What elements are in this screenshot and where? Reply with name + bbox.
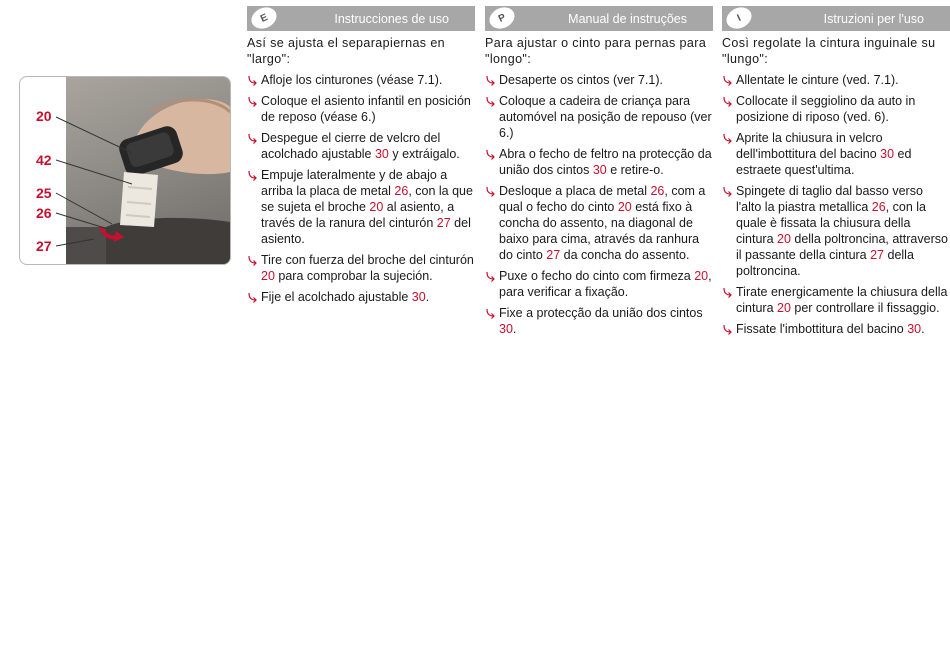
part-reference-number: 26 xyxy=(650,184,665,198)
step-arrow-icon xyxy=(485,308,496,319)
step-text: Collocate il seggiolino da auto in posizione di riposo (ved. 6). xyxy=(736,94,916,124)
part-reference-number: 20 xyxy=(777,301,791,315)
instruction-step xyxy=(247,93,475,125)
part-reference-number: 20 xyxy=(261,269,275,283)
step-text: Afloje los cinturones (véase 7.1). xyxy=(261,73,443,87)
instruction-step xyxy=(485,72,713,88)
step-text: Tirate energicamente la chiusura della cintura 20 per controllare il fissaggio. xyxy=(736,285,948,315)
step-arrow-icon xyxy=(485,96,496,107)
step-arrow-icon xyxy=(722,96,733,107)
part-reference-number: 20 xyxy=(369,200,384,214)
section-title: Instrucciones de uso xyxy=(334,12,449,26)
step-text: Desloque a placa de metal 26, com a qual o fecho do cinto 20 está fixo à concha do assento, na diagonal de baixo para cima, através da ranhura do cinto 27 da concha do assento. xyxy=(499,184,706,262)
column-spanish xyxy=(247,6,475,310)
step-arrow-icon xyxy=(722,133,733,144)
instruction-step xyxy=(722,284,950,316)
part-reference-number: 26 xyxy=(394,184,409,198)
instruction-step xyxy=(247,130,475,162)
intro-text: Para ajustar o cinto para pernas para "longo": xyxy=(485,36,707,66)
step-text: Aprite la chiusura in velcro dell'imbottitura del bacino 30 ed estraete quest'ultima. xyxy=(736,131,912,177)
instruction-step xyxy=(485,93,713,141)
instruction-step xyxy=(247,72,475,88)
part-reference-number: 30 xyxy=(592,163,607,177)
step-arrow-icon xyxy=(247,75,258,86)
instruction-photo-frame xyxy=(19,76,231,265)
step-arrow-icon xyxy=(722,324,733,335)
section-header-italian xyxy=(722,6,950,31)
step-arrow-icon xyxy=(247,170,258,181)
instruction-step xyxy=(722,321,950,337)
instruction-step xyxy=(485,146,713,178)
step-text: Fixe a protecção da união dos cintos 30. xyxy=(499,306,703,336)
part-reference-number: 20 xyxy=(777,232,791,246)
section-title: Istruzioni per l'uso xyxy=(823,12,924,26)
part-reference-number: 20 xyxy=(617,200,632,214)
section-header-portuguese xyxy=(485,6,713,31)
step-text: Abra o fecho de feltro na protecção da união dos cintos 30 e retire-o. xyxy=(499,147,712,177)
step-list xyxy=(722,72,950,337)
instruction-step xyxy=(722,93,950,125)
callout-lines xyxy=(20,77,230,264)
step-text: Coloque a cadeira de criança para automóvel na posição de repouso (ver 6.) xyxy=(499,94,712,140)
step-list xyxy=(247,72,475,305)
part-reference-number: 30 xyxy=(374,147,389,161)
step-arrow-icon xyxy=(485,75,496,86)
part-reference-number: 27 xyxy=(546,248,561,262)
instruction-step xyxy=(722,130,950,178)
step-text: Despegue el cierre de velcro del acolchado ajustable 30 y extráigalo. xyxy=(261,131,460,161)
step-text: Fissate l'imbottitura del bacino 30. xyxy=(736,322,925,336)
instruction-step xyxy=(247,252,475,284)
section-title: Manual de instruções xyxy=(568,12,687,26)
intro-text: Así se ajusta el separapiernas en "largo": xyxy=(247,36,446,66)
step-text: Spingete di taglio dal basso verso l'alto la piastra metallica 26, con la quale è fissata la chiusura della cintura 20 della poltroncina, attraverso il passante della cintura 27 della poltroncina. xyxy=(736,184,948,278)
part-reference-number: 30 xyxy=(499,322,513,336)
step-arrow-icon xyxy=(485,186,496,197)
part-reference-number: 27 xyxy=(436,216,451,230)
language-badge-icon: P xyxy=(486,3,518,32)
step-arrow-icon xyxy=(722,186,733,197)
step-arrow-icon xyxy=(485,149,496,160)
callout-25: 25 xyxy=(36,185,52,201)
step-text: Puxe o fecho do cinto com firmeza 20, para verificar a fixação. xyxy=(499,269,712,299)
language-badge-icon: I xyxy=(723,3,755,32)
instruction-step xyxy=(485,305,713,337)
step-arrow-icon xyxy=(247,255,258,266)
part-reference-number: 30 xyxy=(907,322,922,336)
instruction-step xyxy=(722,72,950,88)
instruction-step xyxy=(247,289,475,305)
intro-text: Così regolate la cintura inguinale su "lungo": xyxy=(722,36,936,66)
step-text: Empuje lateralmente y de abajo a arriba la placa de metal 26, con la que se sujeta el broche 20 al asiento, a través de la ranura del cinturón 27 del asiento. xyxy=(261,168,473,246)
instruction-step xyxy=(485,268,713,300)
step-text: Fije el acolchado ajustable 30. xyxy=(261,290,430,304)
callout-20: 20 xyxy=(36,108,52,124)
instruction-step xyxy=(485,183,713,263)
step-arrow-icon xyxy=(247,292,258,303)
step-text: Desaperte os cintos (ver 7.1). xyxy=(499,73,663,87)
part-reference-number: 30 xyxy=(880,147,895,161)
callout-42: 42 xyxy=(36,152,52,168)
part-reference-number: 20 xyxy=(694,269,709,283)
step-arrow-icon xyxy=(722,287,733,298)
language-badge-icon: E xyxy=(248,3,280,32)
step-arrow-icon xyxy=(247,96,258,107)
step-text: Tire con fuerza del broche del cinturón 20 para comprobar la sujeción. xyxy=(261,253,474,283)
callout-27: 27 xyxy=(36,238,52,254)
instruction-step xyxy=(247,167,475,247)
step-arrow-icon xyxy=(485,271,496,282)
section-header-spanish xyxy=(247,6,475,31)
step-arrow-icon xyxy=(247,133,258,144)
part-reference-number: 27 xyxy=(870,248,885,262)
instruction-step xyxy=(722,183,950,279)
step-text: Coloque el asiento infantil en posición de reposo (véase 6.) xyxy=(261,94,471,124)
step-text: Allentate le cinture (ved. 7.1). xyxy=(736,73,899,87)
part-reference-number: 26 xyxy=(871,200,886,214)
column-portuguese xyxy=(485,6,713,342)
part-reference-number: 30 xyxy=(411,290,426,304)
callout-26: 26 xyxy=(36,205,52,221)
step-arrow-icon xyxy=(722,75,733,86)
column-italian xyxy=(722,6,950,342)
step-list xyxy=(485,72,713,337)
